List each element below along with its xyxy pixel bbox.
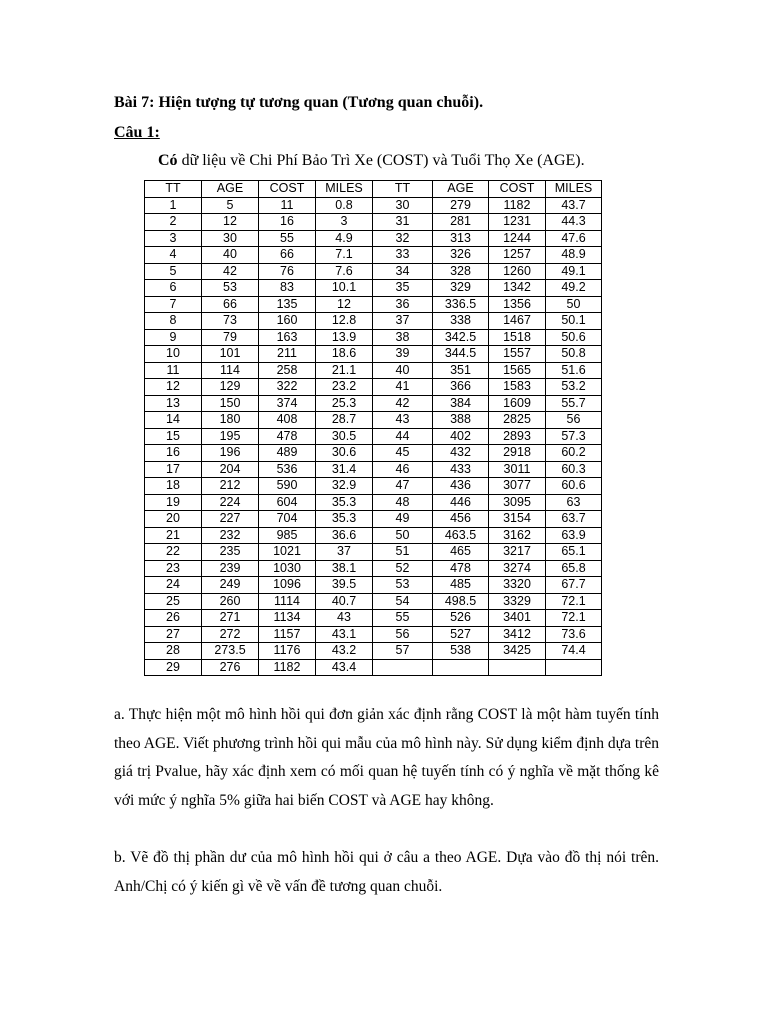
header-tt-2: TT: [373, 181, 433, 198]
table-cell: 50: [373, 527, 433, 544]
table-cell: 3077: [489, 478, 546, 495]
table-row: [145, 544, 602, 561]
table-body: [145, 197, 602, 676]
table-cell: 326: [433, 247, 489, 264]
table-cell: 83: [259, 280, 316, 297]
table-header-row: [145, 181, 602, 198]
table-cell: 6: [145, 280, 202, 297]
table-row: [145, 379, 602, 396]
table-cell: 135: [259, 296, 316, 313]
table-cell: 313: [433, 230, 489, 247]
question-label: Câu 1:: [114, 124, 160, 141]
table-cell: 43.7: [546, 197, 602, 214]
table-cell: 163: [259, 329, 316, 346]
table-cell: 43: [373, 412, 433, 429]
intro-sentence: [158, 152, 585, 170]
table-cell: 3425: [489, 643, 546, 660]
table-cell: 211: [259, 346, 316, 363]
table-cell: 43: [316, 610, 373, 627]
table-cell: 1257: [489, 247, 546, 264]
table-cell: 66: [202, 296, 259, 313]
table-cell: 3162: [489, 527, 546, 544]
table-cell: 60.2: [546, 445, 602, 462]
table-cell: 46: [373, 461, 433, 478]
table-cell: 3320: [489, 577, 546, 594]
table-cell: 180: [202, 412, 259, 429]
header-cost: COST: [259, 181, 316, 198]
table-cell: 2918: [489, 445, 546, 462]
table-cell: 8: [145, 313, 202, 330]
table-cell: 38: [373, 329, 433, 346]
table-row: [145, 214, 602, 231]
table-cell: 13.9: [316, 329, 373, 346]
table-cell: 53: [373, 577, 433, 594]
table-cell: 7.6: [316, 263, 373, 280]
table-cell: 66: [259, 247, 316, 264]
table-cell: 55: [373, 610, 433, 627]
table-cell: 39.5: [316, 577, 373, 594]
table-row: [145, 247, 602, 264]
table-cell: 338: [433, 313, 489, 330]
table-row: [145, 511, 602, 528]
table-cell: 279: [433, 197, 489, 214]
table-cell: 79: [202, 329, 259, 346]
table-cell: 20: [145, 511, 202, 528]
table-cell: 56: [546, 412, 602, 429]
table-cell: 526: [433, 610, 489, 627]
table-cell: 36: [373, 296, 433, 313]
table-cell: 23.2: [316, 379, 373, 396]
table-cell: 328: [433, 263, 489, 280]
table-cell: 25: [145, 593, 202, 610]
table-cell: 227: [202, 511, 259, 528]
table-cell: 52: [373, 560, 433, 577]
table-row: [145, 577, 602, 594]
table-cell: 1260: [489, 263, 546, 280]
table-cell: 63: [546, 494, 602, 511]
table-cell: 42: [373, 395, 433, 412]
table-cell: [546, 659, 602, 676]
table-cell: 63.9: [546, 527, 602, 544]
table-row: [145, 362, 602, 379]
table-cell: 485: [433, 577, 489, 594]
table-cell: 465: [433, 544, 489, 561]
table-cell: 489: [259, 445, 316, 462]
table-cell: 1518: [489, 329, 546, 346]
table-cell: 374: [259, 395, 316, 412]
table-cell: 1356: [489, 296, 546, 313]
table-cell: [373, 659, 433, 676]
table-cell: 23: [145, 560, 202, 577]
table-row: [145, 610, 602, 627]
table-cell: 49: [373, 511, 433, 528]
table-cell: 1176: [259, 643, 316, 660]
table-cell: 45: [373, 445, 433, 462]
table-cell: 432: [433, 445, 489, 462]
table-cell: 43.2: [316, 643, 373, 660]
table-cell: 196: [202, 445, 259, 462]
table-cell: 65.1: [546, 544, 602, 561]
table-cell: 43.4: [316, 659, 373, 676]
table-cell: 36.6: [316, 527, 373, 544]
table-cell: 10.1: [316, 280, 373, 297]
table-cell: 50: [546, 296, 602, 313]
table-cell: 74.4: [546, 643, 602, 660]
table-cell: 204: [202, 461, 259, 478]
table-cell: 281: [433, 214, 489, 231]
table-cell: 276: [202, 659, 259, 676]
table-cell: 402: [433, 428, 489, 445]
table-cell: 5: [145, 263, 202, 280]
table-cell: 3217: [489, 544, 546, 561]
table-cell: 44: [373, 428, 433, 445]
header-miles-2: MILES: [546, 181, 602, 198]
table-cell: 344.5: [433, 346, 489, 363]
table-cell: 478: [259, 428, 316, 445]
table-cell: 37: [316, 544, 373, 561]
table-cell: 478: [433, 560, 489, 577]
table-cell: 1342: [489, 280, 546, 297]
table-cell: 1565: [489, 362, 546, 379]
table-cell: 1583: [489, 379, 546, 396]
table-cell: 224: [202, 494, 259, 511]
table-cell: 65.8: [546, 560, 602, 577]
table-cell: 3011: [489, 461, 546, 478]
table-cell: 232: [202, 527, 259, 544]
table-cell: 150: [202, 395, 259, 412]
exercise-heading: Bài 7: Hiện tượng tự tương quan (Tương quan chuỗi).: [114, 94, 484, 111]
table-cell: 73.6: [546, 626, 602, 643]
table-cell: 56: [373, 626, 433, 643]
table-cell: 456: [433, 511, 489, 528]
table-cell: 249: [202, 577, 259, 594]
table-cell: 433: [433, 461, 489, 478]
table-row: [145, 494, 602, 511]
intro-text: dữ liệu về Chi Phí Bảo Trì Xe (COST) và Tuổi Thọ Xe (AGE).: [177, 152, 585, 169]
table-cell: 67.7: [546, 577, 602, 594]
table-cell: 26: [145, 610, 202, 627]
table-cell: 28: [145, 643, 202, 660]
table-cell: [489, 659, 546, 676]
table-cell: 114: [202, 362, 259, 379]
table-cell: 14: [145, 412, 202, 429]
table-cell: 47.6: [546, 230, 602, 247]
table-cell: 30.5: [316, 428, 373, 445]
table-cell: 498.5: [433, 593, 489, 610]
table-cell: 50.8: [546, 346, 602, 363]
table-row: [145, 263, 602, 280]
table-cell: 21: [145, 527, 202, 544]
table-cell: 273.5: [202, 643, 259, 660]
table-cell: 527: [433, 626, 489, 643]
table-cell: 129: [202, 379, 259, 396]
table-row: [145, 329, 602, 346]
table-cell: 35.3: [316, 511, 373, 528]
table-cell: 436: [433, 478, 489, 495]
table-cell: 322: [259, 379, 316, 396]
table-cell: 1467: [489, 313, 546, 330]
table-cell: 50.1: [546, 313, 602, 330]
table-cell: 55: [259, 230, 316, 247]
table-cell: 13: [145, 395, 202, 412]
table-cell: 10: [145, 346, 202, 363]
table-cell: 24: [145, 577, 202, 594]
table-cell: 271: [202, 610, 259, 627]
table-row: [145, 593, 602, 610]
table-cell: 22: [145, 544, 202, 561]
table-cell: 1096: [259, 577, 316, 594]
table-cell: 40.7: [316, 593, 373, 610]
table-cell: 33: [373, 247, 433, 264]
table-row: [145, 527, 602, 544]
table-cell: 37: [373, 313, 433, 330]
table-cell: 76: [259, 263, 316, 280]
table-cell: 11: [259, 197, 316, 214]
header-tt: TT: [145, 181, 202, 198]
table-cell: 212: [202, 478, 259, 495]
table-cell: 42: [202, 263, 259, 280]
table-cell: 329: [433, 280, 489, 297]
table-cell: 54: [373, 593, 433, 610]
table-cell: 4: [145, 247, 202, 264]
table-cell: 101: [202, 346, 259, 363]
table-cell: 12.8: [316, 313, 373, 330]
table-cell: 3154: [489, 511, 546, 528]
table-cell: 18: [145, 478, 202, 495]
table-cell: 1182: [489, 197, 546, 214]
intro-bold: Có: [158, 152, 178, 169]
table-cell: 3274: [489, 560, 546, 577]
table-cell: 2893: [489, 428, 546, 445]
table-cell: 30.6: [316, 445, 373, 462]
table-cell: 342.5: [433, 329, 489, 346]
table-cell: 16: [145, 445, 202, 462]
table-cell: 1114: [259, 593, 316, 610]
table-cell: [433, 659, 489, 676]
table-cell: 446: [433, 494, 489, 511]
table-cell: 1609: [489, 395, 546, 412]
table-cell: 32: [373, 230, 433, 247]
table-cell: 31: [373, 214, 433, 231]
paragraph-b: b. Vẽ đồ thị phần dư của mô hình hồi qui ở câu a theo AGE. Dựa vào đồ thị nói trên. Anh/Chị có ý kiến gì về về vấn đề tương quan chuỗi.: [114, 849, 659, 895]
header-age-2: AGE: [433, 181, 489, 198]
table-cell: 1182: [259, 659, 316, 676]
table-cell: 3: [145, 230, 202, 247]
table-cell: 31.4: [316, 461, 373, 478]
table-cell: 538: [433, 643, 489, 660]
table-cell: 73: [202, 313, 259, 330]
table-cell: 38.1: [316, 560, 373, 577]
table-cell: 51: [373, 544, 433, 561]
table-row: [145, 313, 602, 330]
table-cell: 1157: [259, 626, 316, 643]
table-cell: 49.2: [546, 280, 602, 297]
table-cell: 72.1: [546, 610, 602, 627]
table-cell: 3412: [489, 626, 546, 643]
table-cell: 235: [202, 544, 259, 561]
table-cell: 1021: [259, 544, 316, 561]
data-table: [144, 180, 602, 676]
table-cell: 53.2: [546, 379, 602, 396]
table-row: [145, 428, 602, 445]
table-row: [145, 296, 602, 313]
table-cell: 48: [373, 494, 433, 511]
table-cell: 21.1: [316, 362, 373, 379]
table-cell: 17: [145, 461, 202, 478]
table-row: [145, 230, 602, 247]
table-cell: 366: [433, 379, 489, 396]
table-cell: 48.9: [546, 247, 602, 264]
table-cell: 272: [202, 626, 259, 643]
table-cell: 239: [202, 560, 259, 577]
table-cell: 260: [202, 593, 259, 610]
table-cell: 35.3: [316, 494, 373, 511]
table-cell: 29: [145, 659, 202, 676]
table-cell: 3329: [489, 593, 546, 610]
table-row: [145, 461, 602, 478]
table-cell: 50.6: [546, 329, 602, 346]
table-cell: 1231: [489, 214, 546, 231]
table-cell: 49.1: [546, 263, 602, 280]
table-cell: 1134: [259, 610, 316, 627]
table-cell: 408: [259, 412, 316, 429]
table-cell: 19: [145, 494, 202, 511]
table-cell: 15: [145, 428, 202, 445]
table-row: [145, 626, 602, 643]
table-cell: 604: [259, 494, 316, 511]
table-cell: 11: [145, 362, 202, 379]
table-cell: 3: [316, 214, 373, 231]
table-cell: 60.6: [546, 478, 602, 495]
table-cell: 18.6: [316, 346, 373, 363]
table-cell: 590: [259, 478, 316, 495]
table-row: [145, 197, 602, 214]
table-row: [145, 412, 602, 429]
table-cell: 1: [145, 197, 202, 214]
table-cell: 57: [373, 643, 433, 660]
table-cell: 1244: [489, 230, 546, 247]
table-cell: 9: [145, 329, 202, 346]
table-cell: 160: [259, 313, 316, 330]
table-cell: 2: [145, 214, 202, 231]
table-cell: 1030: [259, 560, 316, 577]
table-cell: 57.3: [546, 428, 602, 445]
table-cell: 60.3: [546, 461, 602, 478]
table-cell: 43.1: [316, 626, 373, 643]
table-cell: 985: [259, 527, 316, 544]
table-cell: 25.3: [316, 395, 373, 412]
table-cell: 2825: [489, 412, 546, 429]
table-cell: 388: [433, 412, 489, 429]
table-cell: 40: [373, 362, 433, 379]
table-row: [145, 659, 602, 676]
table-row: [145, 346, 602, 363]
table-cell: 63.7: [546, 511, 602, 528]
table-cell: 30: [202, 230, 259, 247]
table-row: [145, 560, 602, 577]
table-cell: 258: [259, 362, 316, 379]
table-cell: 336.5: [433, 296, 489, 313]
table-row: [145, 395, 602, 412]
table-row: [145, 280, 602, 297]
header-age: AGE: [202, 181, 259, 198]
table-cell: 4.9: [316, 230, 373, 247]
table-cell: 463.5: [433, 527, 489, 544]
table-cell: 0.8: [316, 197, 373, 214]
table-cell: 16: [259, 214, 316, 231]
table-row: [145, 643, 602, 660]
table-cell: 47: [373, 478, 433, 495]
table-row: [145, 478, 602, 495]
table-cell: 34: [373, 263, 433, 280]
table-cell: 5: [202, 197, 259, 214]
header-miles: MILES: [316, 181, 373, 198]
header-cost-2: COST: [489, 181, 546, 198]
table-cell: 51.6: [546, 362, 602, 379]
table-row: [145, 445, 602, 462]
table-cell: 41: [373, 379, 433, 396]
table-cell: 39: [373, 346, 433, 363]
table-cell: 351: [433, 362, 489, 379]
table-cell: 32.9: [316, 478, 373, 495]
paragraph-a: a. Thực hiện một mô hình hồi qui đơn giản xác định rằng COST là một hàm tuyến tính theo AGE. Viết phương trình hồi qui mẫu của mô hình này. Sử dụng kiểm định dựa trên giá trị Pvalue, hãy xác định xem có mối quan hệ tuyến tính có ý nghĩa về mặt thống kê với mức ý nghĩa 5% giữa hai biến COST và AGE hay không.: [114, 706, 659, 809]
table-cell: 72.1: [546, 593, 602, 610]
table-cell: 40: [202, 247, 259, 264]
table-cell: 27: [145, 626, 202, 643]
table-cell: 55.7: [546, 395, 602, 412]
table-cell: 12: [316, 296, 373, 313]
table-cell: 53: [202, 280, 259, 297]
table-cell: 7.1: [316, 247, 373, 264]
table-cell: 3095: [489, 494, 546, 511]
table-cell: 12: [145, 379, 202, 396]
table-cell: 7: [145, 296, 202, 313]
table-cell: 35: [373, 280, 433, 297]
table-cell: 30: [373, 197, 433, 214]
table-cell: 536: [259, 461, 316, 478]
table-cell: 1557: [489, 346, 546, 363]
table-cell: 12: [202, 214, 259, 231]
table-cell: 195: [202, 428, 259, 445]
table-cell: 704: [259, 511, 316, 528]
table-cell: 44.3: [546, 214, 602, 231]
table-cell: 384: [433, 395, 489, 412]
table-cell: 28.7: [316, 412, 373, 429]
table-cell: 3401: [489, 610, 546, 627]
